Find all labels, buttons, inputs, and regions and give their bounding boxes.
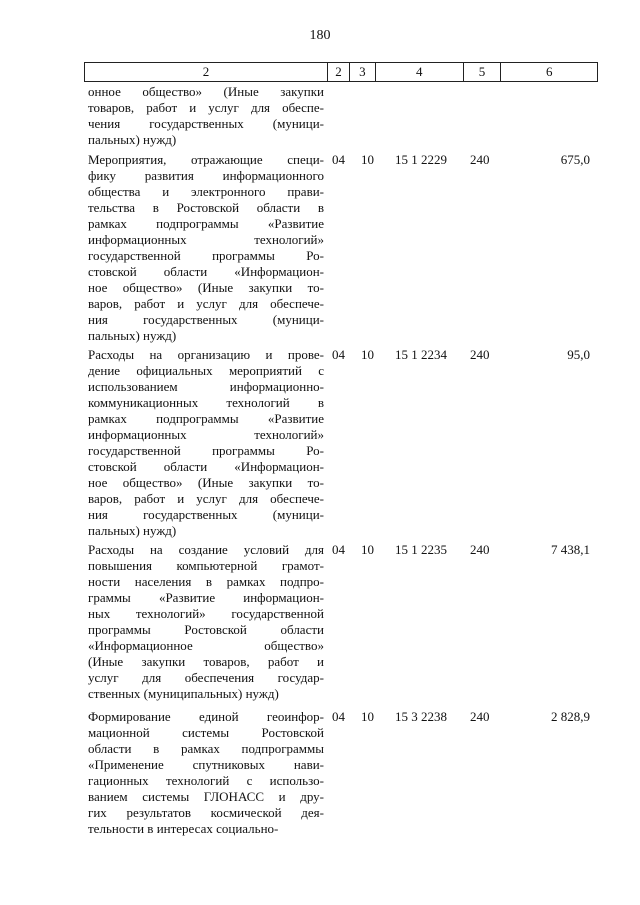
header-col-subsection: 3 — [350, 63, 376, 81]
description-line: государственной программы Ро- — [88, 443, 324, 458]
description-line: информационных технологий» — [88, 232, 324, 247]
description-line: фику развития информационного — [88, 168, 324, 183]
description-line: тельности в интересах социально- — [88, 821, 279, 836]
description-line: ности населения в рамках подпро- — [88, 574, 324, 589]
page-number: 180 — [309, 28, 331, 43]
amount-value: 95,0 — [567, 347, 590, 362]
subsection-code: 10 — [361, 152, 374, 167]
description-line: ния государственных (муници- — [88, 312, 324, 327]
expense-type-code: 240 — [470, 152, 490, 167]
description-line: пальных) нужд) — [88, 132, 177, 147]
header-col-section: 2 — [328, 63, 350, 81]
subsection-code: 10 — [361, 347, 374, 362]
target-article-code: 15 1 2234 — [395, 347, 447, 362]
description-line: области в рамках подпрограммы — [88, 741, 324, 756]
description-line: ния государственных (муници- — [88, 507, 324, 522]
description-line: чения государственных (муници- — [88, 116, 324, 131]
description-line: граммы «Развитие информацион- — [88, 590, 324, 605]
description-line: ное общество» (Иные закупки то- — [88, 475, 324, 490]
amount-value: 2 828,9 — [551, 709, 590, 724]
expense-type-code: 240 — [470, 347, 490, 362]
row-description — [88, 347, 324, 539]
header-col-amount: 6 — [545, 64, 553, 79]
target-article-code: 15 1 2235 — [395, 542, 447, 557]
description-line: стовской области «Информацион- — [88, 264, 324, 279]
description-line: варов, работ и услуг для обеспече- — [88, 491, 324, 506]
section-code: 04 — [332, 347, 345, 362]
description-line: ванием системы ГЛОНАСС и дру- — [88, 789, 324, 804]
section-code: 04 — [332, 152, 345, 167]
expense-type-code: 240 — [470, 542, 490, 557]
description-line: «Информационное общество» — [88, 638, 324, 653]
budget-table — [84, 62, 598, 82]
description-line: мационной системы Ростовской — [88, 725, 324, 740]
header-col-expense-type: 5 — [464, 63, 502, 81]
row-description — [88, 542, 324, 702]
description-line: использованием информационно- — [88, 379, 324, 394]
description-line: Формирование единой геоинфор- — [88, 709, 324, 724]
row-description — [88, 84, 324, 148]
description-line: ных технологий» государственной — [88, 606, 324, 621]
description-line: «Применение спутниковых нави- — [88, 757, 324, 772]
description-line: дение официальных мероприятий с — [88, 363, 324, 378]
description-line: рамках подпрограммы «Развитие — [88, 216, 324, 231]
subsection-code: 10 — [361, 542, 374, 557]
description-line: стовской области «Информацион- — [88, 459, 324, 474]
table-header — [84, 62, 598, 82]
description-line: (Иные закупки товаров, работ и — [88, 654, 324, 669]
description-line: варов, работ и услуг для обеспече- — [88, 296, 324, 311]
description-line: рамках подпрограммы «Развитие — [88, 411, 324, 426]
description-line: онное общество» (Иные закупки — [88, 84, 324, 99]
description-line: ственных (муниципальных) нужд) — [88, 686, 279, 701]
description-line: коммуникационных технологий в — [88, 395, 324, 410]
header-col-target-code: 4 — [376, 63, 464, 81]
description-line: гих результатов космической дея- — [88, 805, 324, 820]
description-line: государственной программы Ро- — [88, 248, 324, 263]
row-description — [88, 709, 324, 837]
description-line: тельства в Ростовской области в — [88, 200, 324, 215]
section-code: 04 — [332, 542, 345, 557]
description-line: информационных технологий» — [88, 427, 324, 442]
description-line: пальных) нужд) — [88, 328, 177, 343]
header-col-description: 2 — [85, 63, 328, 81]
description-line: Расходы на организацию и прове- — [88, 347, 324, 362]
description-line: программы Ростовской области — [88, 622, 324, 637]
description-line: пальных) нужд) — [88, 523, 177, 538]
subsection-code: 10 — [361, 709, 374, 724]
section-code: 04 — [332, 709, 345, 724]
description-line: ное общество» (Иные закупки то- — [88, 280, 324, 295]
description-line: общества и электронного прави- — [88, 184, 324, 199]
description-line: повышения компьютерной грамот- — [88, 558, 324, 573]
target-article-code: 15 1 2229 — [395, 152, 447, 167]
description-line: услуг для обеспечения государ- — [88, 670, 324, 685]
description-line: гационных технологий с использо- — [88, 773, 324, 788]
description-line: товаров, работ и услуг для обеспе- — [88, 100, 324, 115]
row-description — [88, 152, 324, 344]
target-article-code: 15 3 2238 — [395, 709, 447, 724]
description-line: Мероприятия, отражающие специ- — [88, 152, 324, 167]
amount-value: 7 438,1 — [551, 542, 590, 557]
expense-type-code: 240 — [470, 709, 490, 724]
amount-value: 675,0 — [560, 152, 590, 167]
description-line: Расходы на создание условий для — [88, 542, 324, 557]
